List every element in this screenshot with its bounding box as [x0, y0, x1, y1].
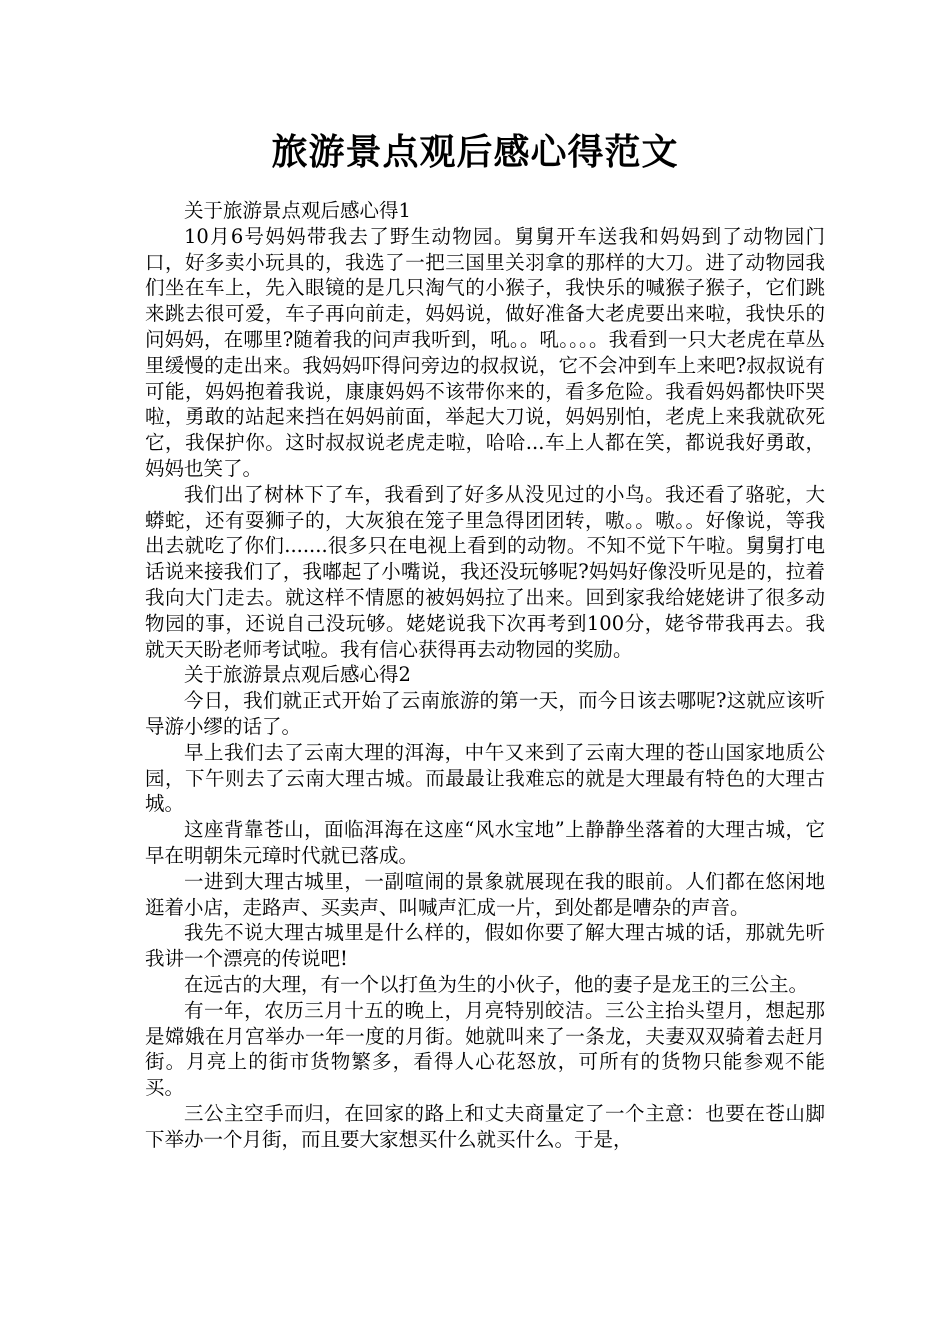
paragraph: 一进到大理古城里，一副喧闹的景象就展现在我的眼前。人们都在悠闲地逛着小店，走路声、买卖声、叫喊声汇成一片，到处都是嘈杂的声音。	[145, 869, 825, 919]
paragraph: 我先不说大理古城里是什么样的，假如你要了解大理古城的话，那就先听我讲一个漂亮的传说吧!	[145, 921, 825, 971]
paragraph: 10月6号妈妈带我去了野生动物园。舅舅开车送我和妈妈到了动物园门口，好多卖小玩具的，我选了一把三国里关羽拿的那样的大刀。进了动物园我们坐在车上，先入眼镜的是几只淘气的小猴子，我快乐的喊猴子猴子，它们跳来跳去很可爱，车子再向前走，妈妈说，做好准备大老虎要出来啦，我快乐的问妈妈，在哪里?随着我的问声我听到，吼。。吼。。。。我看到一只大老虎在草丛里缓慢的走出来。我妈妈吓得问旁边的叔叔说，它不会冲到车上来吧?叔叔说有可能，妈妈抱着我说，康康妈妈不该带你来的，看多危险。我看妈妈都快吓哭啦，勇敢的站起来挡在妈妈前面，举起大刀说，妈妈别怕，老虎上来我就砍死它，我保护你。这时叔叔说老虎走啦，哈哈...车上人都在笑，都说我好勇敢，妈妈也笑了。	[145, 224, 825, 480]
paragraph: 在远古的大理，有一个以打鱼为生的小伙子，他的妻子是龙王的三公主。	[184, 972, 809, 996]
section-heading-1: 关于旅游景点观后感心得1	[184, 199, 411, 222]
paragraph: 早上我们去了云南大理的洱海，中午又来到了云南大理的苍山国家地质公园，下午则去了云南大理古城。而最最让我难忘的就是大理最有特色的大理古城。	[145, 740, 825, 816]
paragraph: 三公主空手而归，在回家的路上和丈夫商量定了一个主意：也要在苍山脚下举办一个月街，而且要大家想买什么就买什么。于是，	[145, 1101, 825, 1151]
paragraph: 有一年，农历三月十五的晚上，月亮特别皎洁。三公主抬头望月，想起那是嫦娥在月宫举办一年一度的月街。她就叫来了一条龙，夫妻双双骑着去赶月街。月亮上的街市货物繁多，看得人心花怒放，可所有的货物只能参观不能买。	[145, 998, 825, 1100]
section-heading-2: 关于旅游景点观后感心得2	[184, 663, 411, 687]
paragraph: 今日，我们就正式开始了云南旅游的第一天，而今日该去哪呢?这就应该听导游小缪的话了。	[145, 689, 825, 738]
document-title: 旅游景点观后感心得范文	[271, 131, 679, 173]
document-body	[145, 198, 825, 1152]
paragraph: 这座背靠苍山，面临洱海在这座“风水宝地”上静静坐落着的大理古城，它早在明朝朱元璋时代就已落成。	[145, 818, 825, 867]
paragraph: 我们出了树林下了车，我看到了好多从没见过的小鸟。我还看了骆驼，大蟒蛇，还有耍狮子的，大灰狼在笼子里急得团团转，嗷。。嗷。。好像说，等我出去就吃了你们.......很多只在电视上看到的动物。不知不觉下午啦。舅舅打电话说来接我们了，我嘟起了小嘴说，我还没玩够呢?妈妈好像没听见是的，拉着我向大门走去。就这样不情愿的被妈妈拉了出来。回到家我给姥姥讲了很多动物园的事，还说自己没玩够。姥姥说我下次再考到100分，姥爷带我再去。我就天天盼老师考试啦。我有信心获得再去动物园的奖励。	[145, 482, 825, 661]
